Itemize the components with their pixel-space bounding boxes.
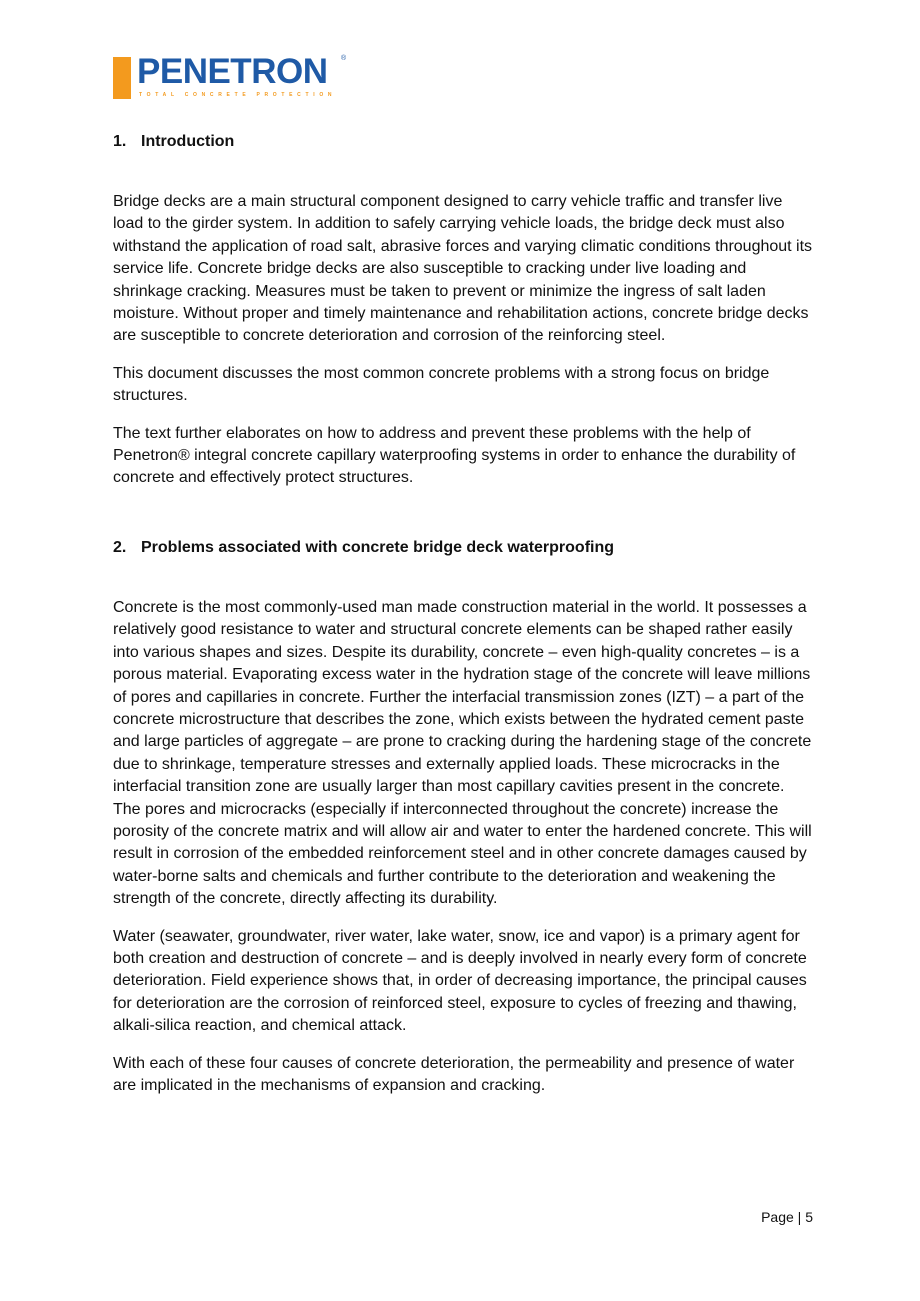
section-1-paragraph-1: Bridge decks are a main structural component designed to carry vehicle traffic and transfer live load to the girder system. In addition to safely carrying vehicle loads, the bridge deck must also withstand the application of road salt, abrasive forces and varying climatic conditions throughout its service life. Concrete bridge decks are also susceptible to cracking under live loading and shrinkage cracking. Measures must be taken to prevent or minimize the ingress of salt laden moisture. Without proper and timely maintenance and rehabilitation actions, concrete bridge decks are susceptible to concrete deterioration and corrosion of the reinforcing steel.	[113, 193, 813, 345]
section-2-number: 2.	[113, 538, 127, 556]
logo-registered-mark: ®	[341, 55, 347, 62]
section-1-heading	[113, 128, 813, 156]
penetron-logo	[113, 52, 353, 101]
section-2-paragraph-2: Water (seawater, groundwater, river water, lake water, snow, ice and vapor) is a primary agent for both creation and destruction of concrete – and is deeply involved in nearly every form of concrete deterioration. Field experience shows that, in order of decreasing importance, the principal causes for deterioration are the corrosion of reinforced steel, exposure to cycles of freezing and thawing, alkali-silica reaction, and chemical attack.	[113, 927, 807, 1035]
document-body	[113, 128, 813, 1112]
section-1-paragraph-3: The text further elaborates on how to address and prevent these problems with the help of Penetron® integral concrete capillary waterproofing systems in order to enhance the durability of concrete and effectively protect structures.	[113, 424, 796, 487]
section-1-title: Introduction	[141, 133, 235, 150]
section-2-paragraph-3: With each of these four causes of concrete deterioration, the permeability and presence of water are implicated in the mechanisms of expansion and cracking.	[113, 1054, 795, 1094]
logo-tagline: TOTAL CONCRETE PROTECTION	[139, 92, 337, 98]
section-2-title: Problems associated with concrete bridge deck waterproofing	[141, 538, 615, 556]
logo-orange-bar	[113, 57, 131, 99]
section-2-paragraph-1: Concrete is the most commonly-used man made construction material in the world. It possesses a relatively good resistance to water and structural concrete elements can be shaped rather easily into various shapes and sizes. Despite its durability, concrete – even high-quality concretes – is a porous material. Evaporating excess water in the hydration stage of the concrete will leave millions of pores and capillaries in concrete. Further the interfacial transmission zones (IZT) – a part of the concrete microstructure that describes the zone, which exists between the hydrated cement paste and large particles of aggregate – are prone to cracking during the hardening stage of the concrete due to shrinkage, temperature stresses and externally applied loads. These microcracks in the interfacial transition zone are usually larger than most capillary cavities present in the concrete. The pores and microcracks (especially if interconnected throughout the concrete) increase the porosity of the concrete matrix and will allow air and water to enter the hardened concrete. This will result in corrosion of the embedded reinforcement steel and in other concrete damages caused by water-borne salts and chemicals and further contribute to the deterioration and weakening the strength of the concrete, directly affecting its durability.	[113, 598, 812, 908]
logo-wordmark: PENETRON	[137, 52, 328, 91]
section-1-paragraph-2: This document discusses the most common concrete problems with a strong focus on bridge structures.	[113, 364, 770, 405]
section-1-number: 1.	[113, 133, 127, 150]
section-2-heading	[113, 534, 813, 562]
page-number: Page | 5	[761, 1209, 813, 1225]
